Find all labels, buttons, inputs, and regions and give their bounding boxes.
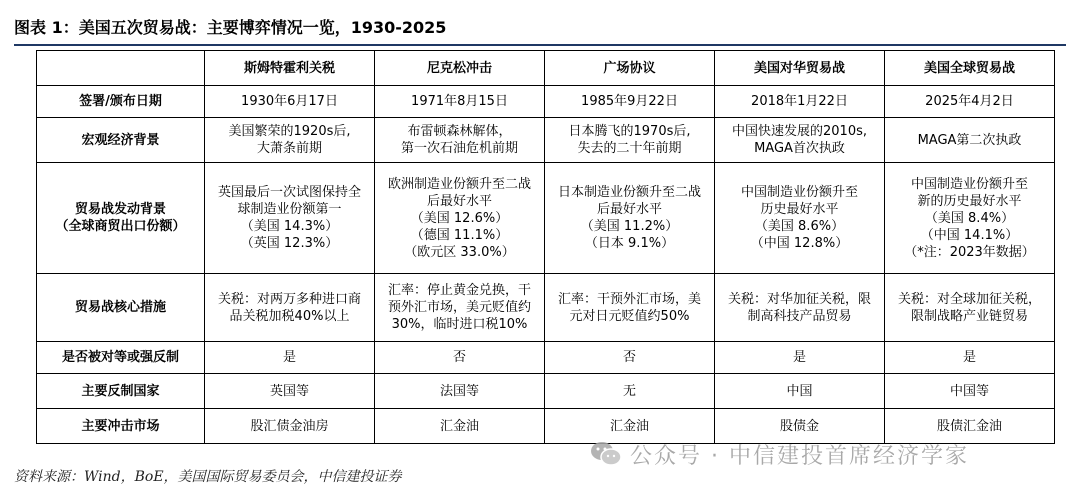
table-row — [37, 86, 1055, 118]
row-header-line: 贸易战发动背景 — [74, 202, 166, 217]
cell-line: 英国最后一次试图保持全 — [217, 185, 361, 200]
cell-line: 无 — [622, 383, 636, 399]
cell-line: 2025年4月2日 — [925, 94, 1014, 109]
cell-line: （*注：2023年数据） — [904, 244, 1035, 260]
table-row — [37, 374, 1055, 409]
table-cell — [545, 118, 715, 163]
cell-line: 中国制造业份额升至 — [740, 185, 858, 200]
title-bar — [14, 10, 1066, 46]
row-header — [37, 118, 205, 163]
cell-line: MAGA第二次执政 — [917, 132, 1022, 148]
column-header: 广场协议 — [545, 51, 715, 86]
cell-line: 汇金油 — [439, 418, 479, 434]
table-cell — [715, 274, 885, 342]
cell-line: 历史最好水平 — [760, 202, 839, 217]
cell-line: 失去的二十年前期 — [577, 141, 682, 156]
row-header — [37, 342, 205, 374]
cell-line: 中国 — [786, 383, 813, 399]
cell-line: 日本腾飞的1970s后, — [568, 124, 691, 139]
cell-line: 后最好水平 — [596, 202, 662, 217]
table-cell — [885, 163, 1055, 274]
column-header: 美国全球贸易战 — [885, 51, 1055, 86]
cell-line: 预外汇市场，美元贬值约 — [387, 300, 531, 315]
cell-line: 品关税加税40%以上 — [229, 308, 350, 324]
table-cell — [545, 374, 715, 409]
table-cell — [205, 163, 375, 274]
column-header: 美国对华贸易战 — [715, 51, 885, 86]
table-cell — [885, 374, 1055, 409]
table-cell — [375, 409, 545, 444]
table-row — [37, 274, 1055, 342]
cell-line: 中国制造业份额升至 — [910, 176, 1028, 192]
cell-line: 汇率：干预外汇市场，美 — [557, 291, 701, 307]
cell-line: 日本制造业份额升至二战 — [557, 185, 701, 200]
row-header-line: 是否被对等或强反制 — [61, 350, 179, 365]
table-header-row — [37, 51, 1055, 86]
cell-line: 1985年9月22日 — [581, 94, 678, 109]
cell-line: （中国 14.1%） — [920, 227, 1019, 243]
table-cell — [715, 86, 885, 118]
table-cell — [375, 374, 545, 409]
row-header — [37, 274, 205, 342]
watermark-text: 公众号 · 中信建投首席经济学家 — [630, 443, 969, 469]
table-cell — [545, 163, 715, 274]
column-header: 尼克松冲击 — [375, 51, 545, 86]
cell-line: 美国繁荣的1920s后, — [228, 124, 351, 139]
table-cell — [715, 118, 885, 163]
cell-line: 是 — [962, 350, 976, 365]
row-header-line: 宏观经济背景 — [81, 132, 160, 148]
cell-line: 中国快速发展的2010s, — [732, 124, 867, 139]
cell-line: 否 — [622, 350, 636, 365]
table-cell — [545, 274, 715, 342]
row-header-line: 签署/颁布日期 — [79, 94, 162, 109]
chart-title: 图表 1：美国五次贸易战：主要博弈情况一览，1930-2025 — [14, 18, 447, 37]
table-cell — [545, 86, 715, 118]
cell-line: 关税：对华加征关税，限 — [727, 291, 871, 307]
cell-line: 是 — [282, 350, 296, 365]
cell-line: 元对日元贬值约50% — [569, 308, 690, 324]
row-header — [37, 374, 205, 409]
cell-line: （日本 9.1%） — [584, 236, 675, 251]
cell-line: 英国等 — [269, 383, 309, 399]
table-cell — [375, 163, 545, 274]
cell-line: 欧洲制造业份额升至二战 — [387, 176, 531, 192]
cell-line: 后最好水平 — [426, 193, 492, 209]
table-cell — [715, 342, 885, 374]
cell-line: MAGA首次执政 — [754, 141, 845, 156]
row-header-line: （全球商贸出口份额） — [55, 219, 186, 234]
table-cell — [205, 274, 375, 342]
cell-line: （美国 8.6%） — [754, 219, 845, 234]
table-cell — [545, 342, 715, 374]
cell-line: 关税：对全球加征关税， — [897, 291, 1041, 307]
table-cell — [715, 374, 885, 409]
cell-line: （美国 8.4%） — [924, 210, 1015, 226]
table-cell — [375, 118, 545, 163]
cell-line: 股汇债金油房 — [250, 418, 329, 434]
table-row — [37, 118, 1055, 163]
cell-line: 1930年6月17日 — [241, 94, 338, 109]
cell-line: （德国 11.1%） — [410, 227, 509, 243]
cell-line: 股债汇金油 — [936, 418, 1002, 434]
row-header-line: 主要反制国家 — [81, 383, 160, 399]
cell-line: 股债金 — [779, 418, 819, 434]
cell-line: 1971年8月15日 — [411, 94, 508, 109]
cell-line: 新的历史最好水平 — [917, 193, 1022, 209]
table-row — [37, 163, 1055, 274]
row-header-line: 主要冲击市场 — [81, 418, 160, 434]
row-header-line: 贸易战核心措施 — [74, 300, 166, 315]
cell-line: 是 — [792, 350, 806, 365]
cell-line: 大萧条前期 — [256, 141, 322, 156]
cell-line: 限制战略产业链贸易 — [910, 308, 1028, 324]
cell-line: 关税：对两万多种进口商 — [217, 291, 361, 307]
table-cell — [205, 409, 375, 444]
cell-line: 否 — [452, 350, 466, 365]
row-header — [37, 163, 205, 274]
row-header — [37, 409, 205, 444]
table-cell — [885, 86, 1055, 118]
cell-line: 法国等 — [439, 383, 479, 399]
table-cell — [885, 274, 1055, 342]
table-cell — [375, 274, 545, 342]
table-cell — [715, 163, 885, 274]
table-cell — [885, 118, 1055, 163]
cell-line: （欧元区 33.0%） — [404, 244, 515, 260]
table-cell — [205, 118, 375, 163]
cell-line: 中国等 — [949, 383, 989, 399]
cell-line: 第一次石油危机前期 — [400, 141, 518, 156]
cell-line: 汇率：停止黄金兑换，干 — [387, 283, 531, 298]
table-cell — [205, 86, 375, 118]
cell-line: 2018年1月22日 — [751, 94, 848, 109]
source-note: 资料来源：Wind，BoE，美国国际贸易委员会，中信建投证券 — [14, 469, 402, 485]
cell-line: （美国 12.6%） — [410, 210, 509, 226]
cell-line: （英国 12.3%） — [240, 236, 339, 251]
watermark — [590, 437, 969, 471]
row-header — [37, 86, 205, 118]
cell-line: 布雷顿森林解体， — [407, 124, 512, 139]
wechat-icon — [590, 439, 622, 469]
table-cell — [885, 342, 1055, 374]
table-cell — [205, 342, 375, 374]
table-cell — [205, 374, 375, 409]
table-cell — [375, 342, 545, 374]
cell-line: （美国 14.3%） — [240, 219, 339, 234]
header-corner-cell — [37, 51, 205, 86]
cell-line: 球制造业份额第一 — [237, 202, 342, 217]
table-row — [37, 342, 1055, 374]
table-cell — [375, 86, 545, 118]
trade-war-table — [36, 50, 1055, 444]
cell-line: （中国 12.8%） — [750, 236, 849, 251]
column-header: 斯姆特霍利关税 — [205, 51, 375, 86]
cell-line: 30%，临时进口税10% — [391, 317, 528, 332]
cell-line: （美国 11.2%） — [580, 219, 679, 234]
cell-line: 制高科技产品贸易 — [747, 308, 852, 324]
cell-line: 汇金油 — [609, 418, 649, 434]
